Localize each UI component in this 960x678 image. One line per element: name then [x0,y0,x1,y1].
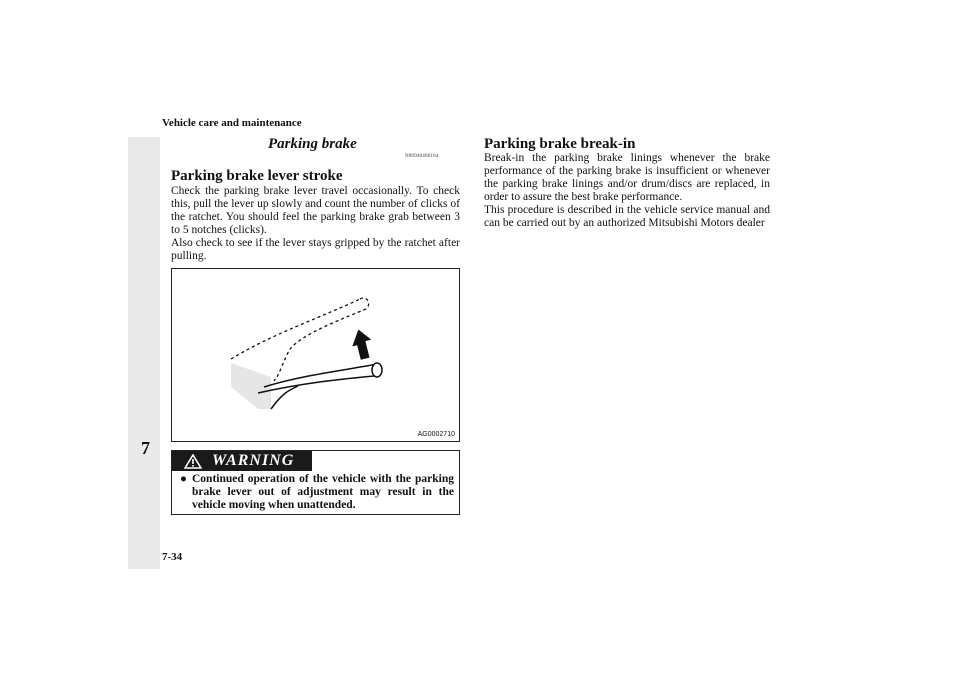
figure-code: AG0002710 [417,431,455,438]
lever-stroke-body [171,185,460,263]
break-in-heading: Parking brake break-in [484,136,636,152]
break-in-body [484,152,770,230]
chapter-tab-number: 7 [141,438,150,458]
warning-item-text: Continued operation of the vehicle with the parking brake lever out of adjustment may result in the vehicle moving when unattended. [192,473,454,511]
warning-header [172,451,312,471]
warning-triangle-icon [184,454,202,469]
chapter-header-title: Vehicle care and maintenance [162,117,302,129]
section-title: Parking brake [268,136,357,152]
lever-stroke-para-2: Also check to see if the lever stays gripped by the ratchet after pulling. [171,237,460,262]
parking-brake-lever-illustration [172,269,459,441]
lever-stroke-para-1: Check the parking brake lever travel occasionally. To check this, pull the lever up slowly and count the number of clicks of the ratchet. You should feel the parking brake grab between 3 to 5 notches (clicks). [171,185,460,236]
warning-title: WARNING [212,452,295,469]
bullet-icon: ● [180,473,187,485]
warning-box [171,450,460,515]
parking-brake-lever-figure [171,268,460,442]
lever-stroke-heading: Parking brake lever stroke [171,168,343,184]
chapter-tab [128,137,160,569]
break-in-para-1: Break-in the parking brake linings whenever the brake performance of the parking brake is insufficient or whenever the parking brake linings and/or drum/discs are replaced, in order to assure the best brake performance. [484,152,770,203]
section-code: N00940400164 [405,154,439,159]
break-in-para-2: This procedure is described in the vehicle service manual and can be carried out by an authorized Mitsubishi Motors dealer [484,204,770,229]
page-number: 7-34 [162,551,183,563]
